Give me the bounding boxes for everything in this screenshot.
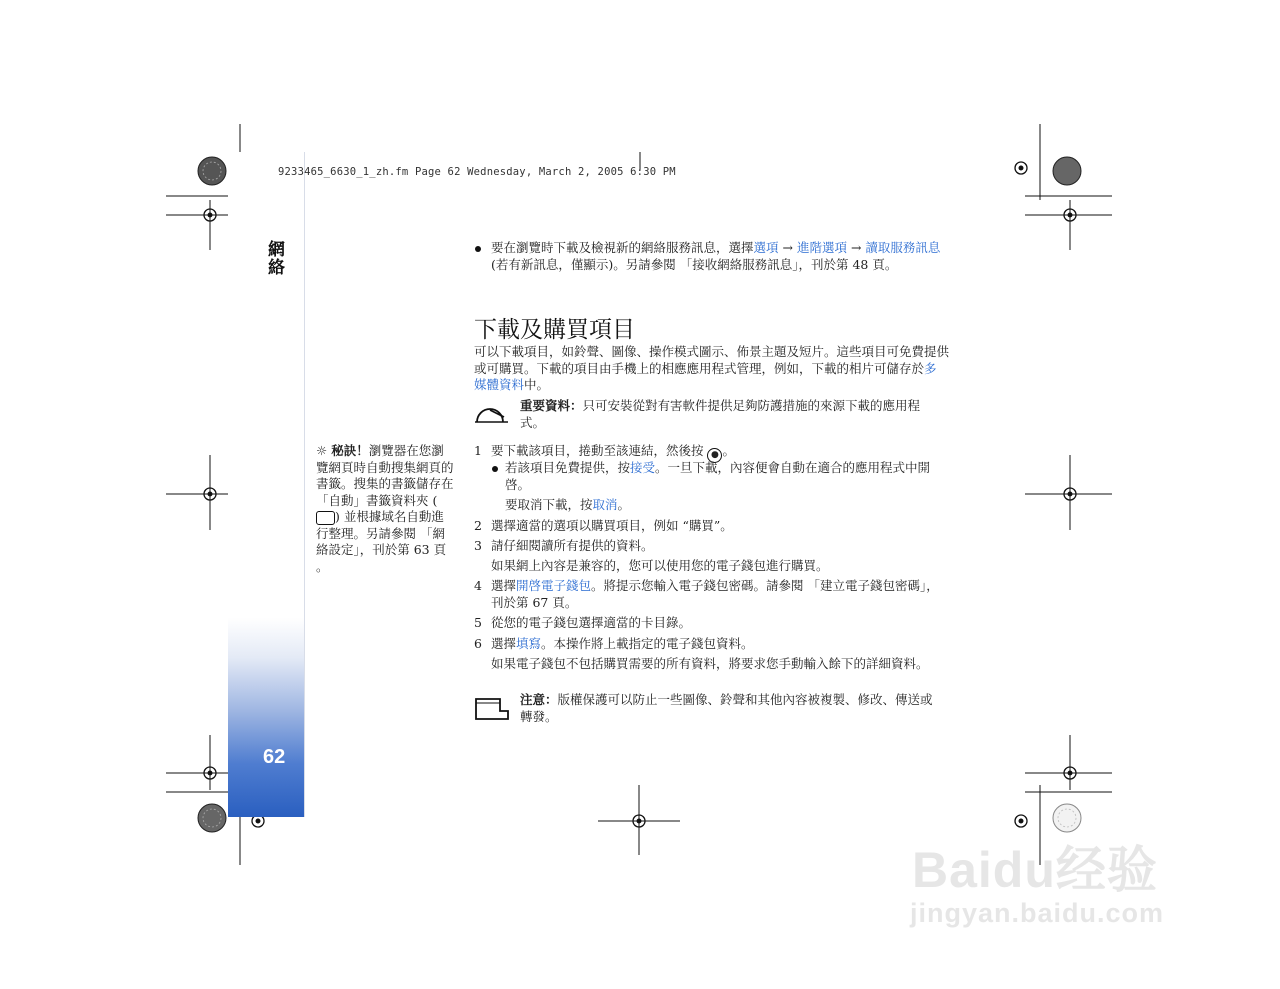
baidu-watermark: Baidu经验 (912, 842, 1158, 898)
step3-note: 如果網上內容是兼容的，您可以使用您的電子錢包進行購買。 (491, 558, 829, 573)
step-item: 選擇填寫。本操作將上載指定的電子錢包資料。 (491, 636, 754, 651)
advanced-options-link: 進階選項 (796, 240, 847, 255)
section-heading: 下載及購買項目 (474, 317, 635, 343)
cancel-link: 取消 (592, 497, 618, 512)
step-number: 3 (474, 538, 482, 553)
step-item: 選擇適當的選項以購買項目，例如 “購買”。 (491, 518, 733, 533)
step1-cancel: 要取消下載，按取消。 (505, 497, 631, 512)
fill-in-link: 填寫 (516, 636, 542, 651)
lightbulb-icon: ☼ (316, 443, 328, 458)
chapter-title: 網絡 (264, 240, 284, 276)
open-wallet-link: 開啓電子錢包 (516, 578, 592, 593)
step-number: 1 (474, 443, 482, 458)
section-intro: 可以下載項目，如鈴聲、圖像、操作模式圖示、佈景主題及短片。這些項目可免費提供或可購買。下載的項目由手機上的相應應用程式管理，例如，下載的相片可儲存於多媒體資料中。 (474, 344, 950, 392)
step1-sub-bullet: 若該項目免費提供，按接受。一旦下載，內容便會自動在適合的應用程式中開啓。 (505, 460, 931, 492)
folder-icon (316, 511, 335, 525)
tip-label: 秘訣！ (331, 443, 369, 458)
watermark-url: jingyan.baidu.com (910, 898, 1165, 928)
step-item: 請仔細閱讀所有提供的資料。 (491, 538, 654, 553)
side-tab-edge (304, 152, 305, 817)
step-item: 從您的電子錢包選擇適當的卡目錄。 (491, 615, 692, 630)
gallery-link: 多媒體資料 (474, 360, 937, 392)
step-number: 4 (474, 578, 482, 593)
file-header-line: 9233465_6630_1_zh.fm Page 62 Wednesday, March 2, 2005 6:30 PM (278, 166, 676, 178)
important-icon (474, 398, 510, 424)
step-number: 6 (474, 636, 482, 651)
accept-link: 接受 (630, 460, 656, 475)
intro-bullet-text: 要在瀏覽時下載及檢視新的網絡服務訊息，選擇選項 → 進階選項 → 讀取服務訊息 (若有新訊息，僅顯示)。另請參閱 「接收網絡服務訊息」，刊於第 48 頁。 (491, 240, 941, 272)
copyright-note: 注意：版權保護可以防止一些圖像、鈴聲和其他內容被複製、修改、傳送或轉發。 (520, 692, 933, 724)
step-item: 要下載該項目，捲動至該連結，然後按 ● 。 (491, 443, 947, 463)
step-number: 5 (474, 615, 482, 630)
joystick-select-icon: ● (707, 448, 722, 463)
tip-box: ☼ 秘訣！瀏覽器在您瀏覽網頁時自動搜集網頁的書籤。搜集的書籤儲存在 「自動」書籤資料夾 () 並根據域名自動進行整理。另請參閱 「網絡設定」，刊於第 63 頁 。 (316, 443, 454, 574)
important-note: 重要資料：只可安裝從對有害軟件提供足夠防護措施的來源下載的應用程式。 (520, 398, 921, 430)
note-icon (474, 693, 510, 721)
step6-note: 如果電子錢包不包括購買需要的所有資料，將要求您手動輸入餘下的詳細資料。 (491, 656, 929, 671)
step-number: 2 (474, 518, 482, 533)
page-number: 62 (263, 746, 286, 768)
step-item: 選擇開啓電子錢包。將提示您輸入電子錢包密碼。請參閱 「建立電子錢包密碼」，刊於第 67 頁。 (491, 578, 939, 610)
options-link: 選項 (753, 240, 779, 255)
bullet-icon (475, 246, 481, 252)
read-service-messages-link: 讀取服務訊息 (865, 240, 941, 255)
bullet-icon (492, 466, 498, 472)
